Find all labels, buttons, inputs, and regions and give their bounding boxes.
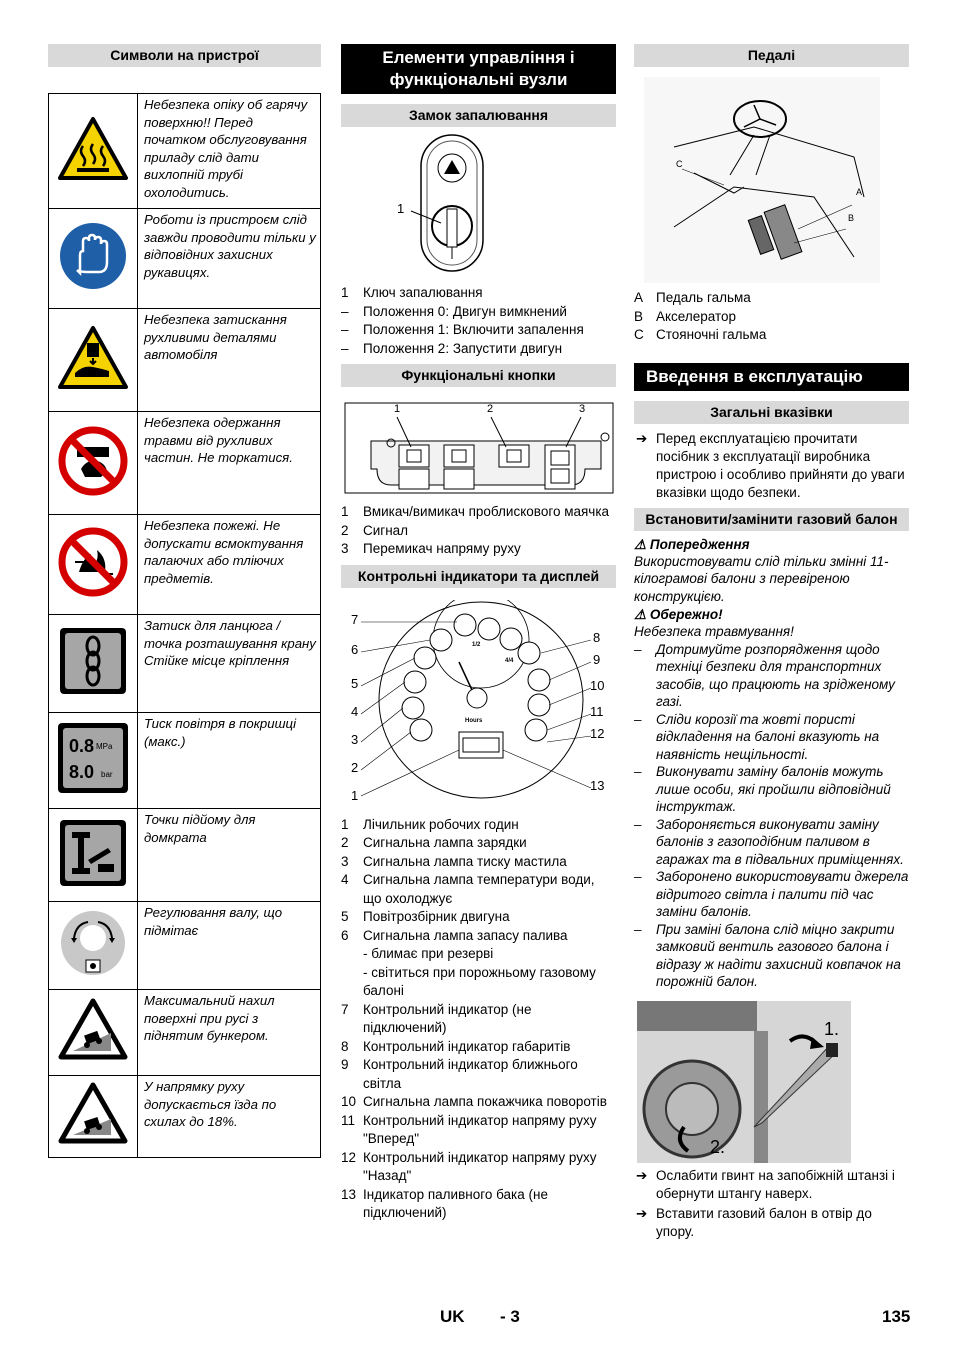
- dash-callout-4: 4: [351, 703, 359, 719]
- photo-callout-1: 1.: [824, 1018, 840, 1039]
- pedal-callout-a: A: [856, 187, 863, 197]
- symbol-row: [49, 990, 321, 1076]
- list-item: 8 Контрольний індикатор габаритів: [341, 1038, 571, 1054]
- symbol-text: Небезпека опіку об гарячу поверхню!! Перед початком обслуговування приладу слід дати вихлопній трубі охолодитись.: [138, 94, 321, 209]
- warning-triangle-icon: ⚠: [634, 536, 647, 552]
- dash-callout-2: 2: [351, 759, 359, 775]
- list-item: 12 Контрольний індикатор напряму руху "Назад": [341, 1149, 597, 1183]
- ignition-callout: 1: [397, 201, 405, 216]
- indicators-list: [341, 816, 616, 1223]
- ignition-list: [341, 284, 616, 358]
- dash-callout-7: 7: [351, 611, 359, 627]
- photo-callout-2: 2.: [710, 1136, 726, 1157]
- buttons-header: Функціональні кнопки: [341, 364, 616, 387]
- pedals-column: [634, 44, 909, 1241]
- dash-callout-13: 13: [590, 777, 605, 793]
- list-item: 6 Сигнальна лампа запасу палива - блимає при резерві - світиться при порожньому газовому балоні: [341, 927, 596, 998]
- symbol-text: Максимальний нахил поверхні при русі з піднятим бункером.: [138, 990, 321, 1076]
- list-item: A Педаль гальма: [634, 290, 751, 305]
- footer-lang: UK: [440, 1307, 465, 1326]
- symbol-row: [49, 515, 321, 615]
- hours-label: Hours: [465, 717, 483, 724]
- list-item: – Забороняється виконувати заміну балонів з газоподібним паливом в гаражах та в підвальних приміщеннях.: [634, 816, 904, 867]
- gas-cylinder-photo: [634, 1001, 909, 1163]
- warning-block: ⚠ Попередження Використовувати слід тільки змінні 11-кілограмові балони з перевіреною конструкцією. ⚠ Обережно! Небезпека травмування! – Дотримуйте розпорядження щодо техніці безпеки для транспортних засобів, що працюють на зрідженому газі. – Сліди корозії та жовті пористі відкладення на балоні вказують на наявність нещільності. – Виконувати заміну балонів можуть лише особи, які пройшли відповідний інструктаж. – Забороняється виконувати заміну балонів з газоподібним паливом в гаражах та в підвальних приміщеннях. – Заборонено використовувати джерела відритого світла і палити під час заміни балонів. – При заміні балона слід міцно закрити замковий вентиль газового балона і відразу ж надіти захисний ковпачок на порожній балон.: [634, 536, 909, 989]
- symbols-column: [48, 44, 321, 1158]
- list-item: – Положення 2: Запустити двигун: [341, 340, 563, 356]
- pedals-list: [634, 289, 909, 345]
- list-item: 7 Контрольний індикатор (не підключений): [341, 1001, 532, 1035]
- list-item: 3 Сигнальна лампа тиску мастила: [341, 853, 567, 869]
- pedals-header: Педалі: [634, 44, 909, 67]
- list-item: B Акселератор: [634, 308, 737, 324]
- caution-list: [634, 641, 909, 991]
- symbol-row: [49, 209, 321, 309]
- list-item: – Положення 1: Включити запалення: [341, 322, 584, 337]
- pedals-figure: [634, 77, 909, 287]
- list-item: – Виконувати заміну балонів можуть лише особи, які пройшли відповідний інструктаж.: [634, 764, 891, 814]
- symbol-text: Небезпека пожежі. Не допускати всмоктування палаючих або тліючих предметів.: [138, 515, 321, 615]
- symbol-text: Небезпека затискання рухливими деталями автомобіля: [138, 309, 321, 412]
- commissioning-title: Введення в експлуатацію: [634, 363, 909, 391]
- symbol-text: Роботи із пристроєм слід завжди проводити тільки у відповідних захисних рукавицях.: [138, 209, 321, 309]
- indicators-header: Контрольні індикатори та дисплей: [341, 565, 616, 588]
- list-item: 13 Індикатор паливного бака (не підключений): [341, 1186, 548, 1220]
- chain-lifting-point-icon: [49, 615, 138, 713]
- dash-callout-8: 8: [593, 629, 601, 645]
- caution-triangle-icon: ⚠: [634, 607, 647, 622]
- list-item: 9 Контрольний індикатор ближнього світла: [341, 1057, 578, 1091]
- pedal-callout-b: B: [848, 213, 855, 223]
- list-item: – Сліди корозії та жовті пористі відкладення на балоні вказують на наявність нещільності.: [634, 711, 880, 762]
- dash-callout-1: 1: [351, 787, 359, 803]
- fuel-half-label: 1/2: [472, 641, 481, 648]
- no-burning-objects-icon: [49, 515, 138, 615]
- symbol-text: Регулювання валу, що підмітає: [138, 902, 321, 990]
- hot-surface-warning-icon: [49, 94, 138, 209]
- slope-max-tilt-icon: [49, 990, 138, 1076]
- symbol-row: [49, 94, 321, 209]
- list-item: 5 Повітрозбірник двигуна: [341, 909, 510, 924]
- pressure-unit-2: bar: [101, 770, 113, 779]
- symbol-row: [49, 1076, 321, 1158]
- symbol-row: [49, 412, 321, 515]
- ignition-figure: [341, 131, 616, 276]
- controls-section-title: Елементи управління і функціональні вузли: [341, 44, 616, 94]
- list-item: 2 Сигнальна лампа зарядки: [341, 835, 527, 850]
- list-item: 1 Лічильник робочих годин: [341, 816, 519, 832]
- dash-callout-10: 10: [590, 677, 605, 693]
- pedal-callout-c: C: [676, 159, 683, 169]
- dashboard-figure: [341, 600, 616, 810]
- list-item: 3 Перемикач напряму руху: [341, 541, 521, 556]
- no-touch-moving-parts-icon: [49, 412, 138, 515]
- symbol-row: [49, 615, 321, 713]
- dash-callout-6: 6: [351, 641, 359, 657]
- slope-driving-icon: [49, 1076, 138, 1158]
- dash-callout-5: 5: [351, 675, 359, 691]
- symbol-text: Точки підйому для домкрата: [138, 809, 321, 902]
- buttons-list: [341, 503, 616, 559]
- list-item: – При заміні балона слід міцно закрити замковий вентиль газового балона і відразу ж надіти захисний ковпачок на порожній балон.: [634, 921, 901, 989]
- tire-pressure-icon: [49, 713, 138, 809]
- step-2: ➔ Вставити газовий балон в отвір до упору.: [636, 1205, 872, 1239]
- dash-callout-3: 3: [351, 731, 359, 747]
- list-item: 11 Контрольний індикатор напряму руху "Вперед": [341, 1112, 597, 1146]
- pressure-unit-1: MPa: [96, 742, 113, 751]
- wear-gloves-icon: [49, 209, 138, 309]
- jack-lifting-point-icon: [49, 809, 138, 902]
- fuel-full-label: 4/4: [505, 657, 514, 664]
- symbol-text: Тиск повітря в покришці (макс.): [138, 713, 321, 809]
- buttons-callout-1: 1: [394, 403, 401, 415]
- list-item: 2 Сигнал: [341, 522, 409, 538]
- arrow-right-icon: ➔: [636, 1205, 648, 1221]
- general-header: Загальні вказівки: [634, 401, 909, 424]
- page-number: 135: [882, 1307, 911, 1326]
- arrow-right-icon: ➔: [636, 430, 648, 446]
- symbols-header: Символи на пристрої: [48, 44, 321, 67]
- list-item: 1 Вмикач/вимикач проблискового маячка: [341, 504, 610, 519]
- dash-callout-11: 11: [590, 703, 604, 719]
- controls-column: [341, 44, 616, 1223]
- symbol-text: У напрямку руху допускається їзда по схилах до 18%.: [138, 1076, 321, 1158]
- hand-crush-warning-icon: [49, 309, 138, 412]
- general-step: ➔ Перед експлуатацією прочитати посібник з експлуатації виробника пристрою і особливо прийняти до уваги вказівки щодо безпеки.: [636, 430, 905, 500]
- list-item: 1 Ключ запалювання: [341, 285, 483, 300]
- ignition-header: Замок запалювання: [341, 104, 616, 127]
- pressure-value-2: 8.0: [69, 762, 95, 782]
- list-item: – Положення 0: Двигун вимкнений: [341, 303, 567, 319]
- step-1: ➔ Ослабити гвинт на запобіжній штанзі і обернути штангу наверх.: [636, 1167, 895, 1201]
- symbol-row: [49, 713, 321, 809]
- list-item: – Заборонено використовувати джерела відритого світла і палити під час заміни балонів.: [634, 869, 909, 919]
- list-item: 10 Сигнальна лампа покажчика поворотів: [341, 1094, 607, 1109]
- list-item: C Стояночні гальма: [634, 327, 767, 342]
- buttons-callout-3: 3: [579, 403, 586, 415]
- dash-callout-9: 9: [593, 651, 601, 667]
- symbol-row: [49, 809, 321, 902]
- arrow-right-icon: ➔: [636, 1167, 648, 1183]
- gas-header: Встановити/замінити газовий балон: [634, 508, 909, 531]
- pressure-value-1: 0.8: [69, 736, 95, 756]
- list-item: – Дотримуйте розпорядження щодо техніці безпеки для транспортних засобів, що працюють на зрідженому газі.: [634, 641, 895, 709]
- buttons-figure: [341, 401, 616, 511]
- brush-roller-adjust-icon: [49, 902, 138, 990]
- symbol-text: Затиск для ланцюга / точка розташування крану Стійке місце кріплення: [138, 615, 321, 713]
- symbol-row: [49, 309, 321, 412]
- dash-callout-12: 12: [590, 725, 605, 741]
- symbols-table: [48, 93, 321, 1158]
- list-item: 4 Сигнальна лампа температури води, що охолоджує: [341, 872, 595, 906]
- footer-local-page: - 3: [500, 1307, 520, 1326]
- symbol-row: [49, 902, 321, 990]
- buttons-callout-2: 2: [487, 403, 494, 415]
- symbol-text: Небезпека одержання травми від рухливих частин. Не торкатися.: [138, 412, 321, 515]
